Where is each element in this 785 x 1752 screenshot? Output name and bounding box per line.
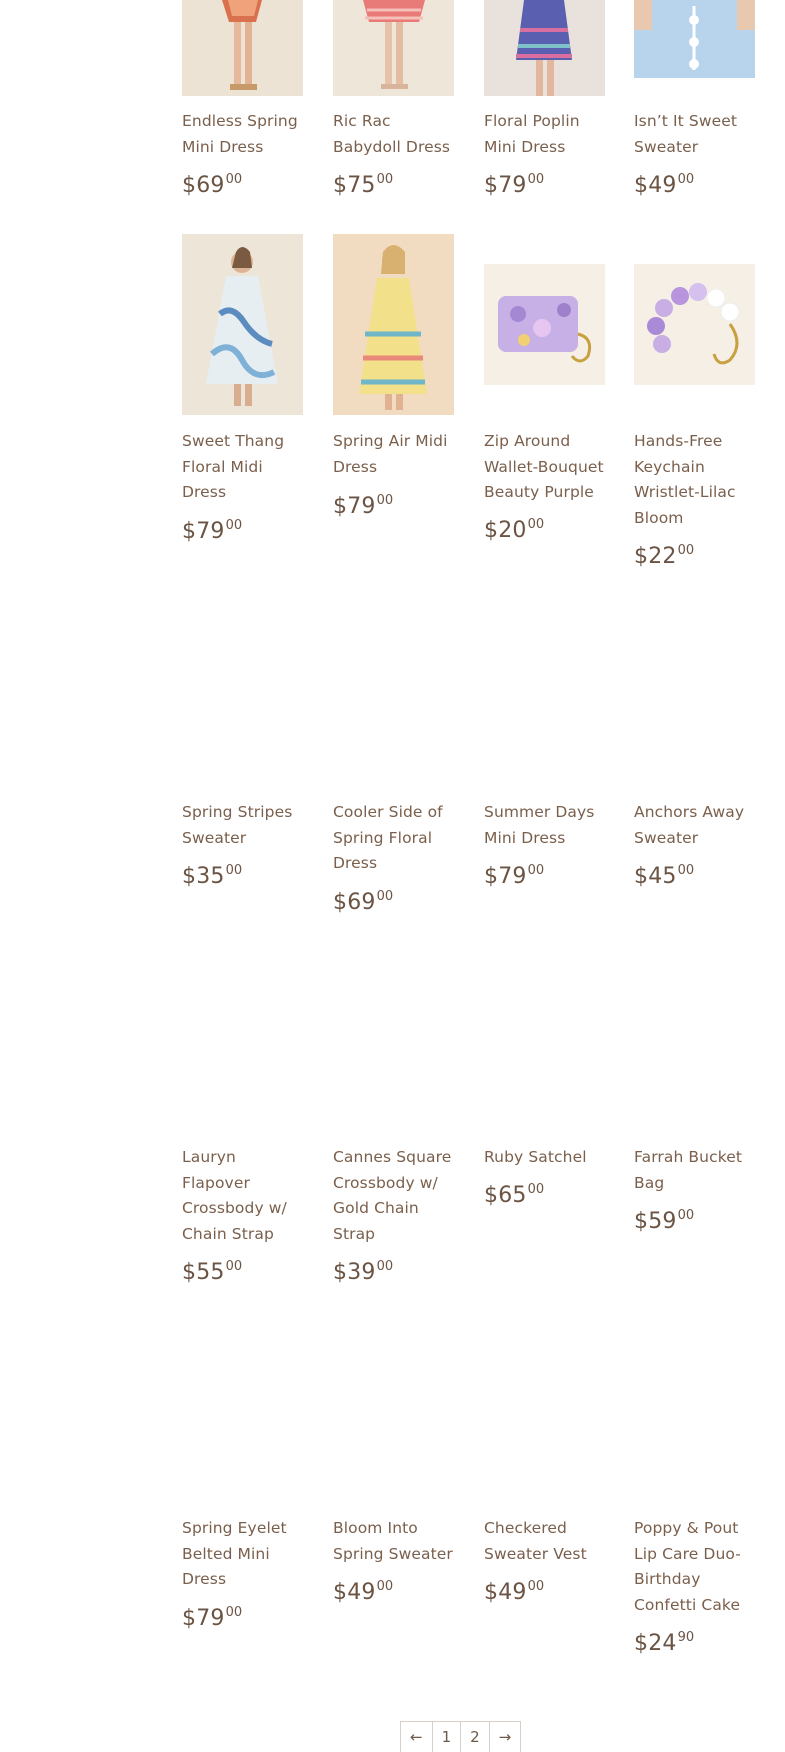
product-price: $\$59^{00}$ (634, 1208, 695, 1234)
pagination-page-1[interactable]: 1 (433, 1722, 462, 1752)
product-price: $\$79^{00}$ (333, 493, 394, 519)
pagination-prev-arrow-icon[interactable]: ← (401, 1722, 433, 1752)
product-title[interactable]: Spring Eyelet Belted Mini Dress (182, 1519, 287, 1588)
product-price: $\$79^{00}$ (484, 172, 545, 198)
product-title[interactable]: Anchors Away Sweater (634, 803, 745, 847)
product-price: $\$49^{00}$ (333, 1579, 394, 1605)
product-title[interactable]: Lauryn Flapover Crossbody w/ Chain Strap (182, 1148, 287, 1243)
product-image[interactable] (484, 264, 605, 385)
product-title[interactable]: Hands-Free Keychain Wristlet-Lilac Bloom (634, 432, 736, 527)
product-title[interactable]: Poppy & Pout Lip Care Duo-Birthday Confetti Cake (634, 1519, 741, 1614)
product-price: $\$22^{00}$ (634, 543, 695, 569)
product-image[interactable] (182, 234, 303, 415)
product-title[interactable]: Farrah Bucket Bag (634, 1148, 743, 1192)
product-price: $\$35^{00}$ (182, 863, 243, 889)
product-title[interactable]: Floral Poplin Mini Dress (484, 112, 580, 156)
product-title[interactable]: Spring Stripes Sweater (182, 803, 293, 847)
product-image[interactable] (333, 0, 454, 96)
product-price: $\$45^{00}$ (634, 863, 695, 889)
product-image[interactable] (333, 234, 454, 415)
product-image[interactable] (634, 0, 755, 95)
product-title[interactable]: Ric Rac Babydoll Dress (333, 112, 451, 156)
product-title[interactable]: Zip Around Wallet-Bouquet Beauty Purple (484, 432, 604, 501)
product-price: $\$39^{00}$ (333, 1259, 394, 1285)
product-price: $\$75^{00}$ (333, 172, 394, 198)
product-image[interactable] (182, 0, 303, 96)
product-price: $\$69^{00}$ (182, 172, 243, 198)
product-title[interactable]: Isn’t It Sweet Sweater (634, 112, 738, 156)
product-title[interactable]: Cooler Side of Spring Floral Dress (333, 803, 443, 872)
product-price: $\$55^{00}$ (182, 1259, 243, 1285)
product-image[interactable] (634, 264, 755, 385)
pagination (400, 1721, 521, 1752)
product-price: $\$24^{90}$ (634, 1630, 695, 1656)
product-price: $\$65^{00}$ (484, 1182, 545, 1208)
product-price: $\$79^{00}$ (182, 1605, 243, 1631)
product-price: $\$79^{00}$ (182, 518, 243, 544)
pagination-next-arrow-icon[interactable]: → (498, 1728, 512, 1746)
product-price: $\$79^{00}$ (484, 863, 545, 889)
product-price: $\$20^{00}$ (484, 517, 545, 543)
product-title[interactable]: Bloom Into Spring Sweater (333, 1519, 453, 1563)
product-price: $\$49^{00}$ (634, 172, 695, 198)
product-title[interactable]: Checkered Sweater Vest (484, 1519, 587, 1563)
product-title[interactable]: Cannes Square Crossbody w/ Gold Chain Strap (333, 1148, 452, 1243)
product-image[interactable] (484, 0, 605, 96)
product-title[interactable]: Endless Spring Mini Dress (182, 112, 298, 156)
product-title[interactable]: Sweet Thang Floral Midi Dress (182, 432, 285, 501)
product-title[interactable]: Summer Days Mini Dress (484, 803, 595, 847)
pagination-page-2[interactable]: 2 (461, 1722, 490, 1752)
product-title[interactable]: Spring Air Midi Dress (333, 432, 448, 476)
product-price: $\$49^{00}$ (484, 1579, 545, 1605)
product-price: $\$69^{00}$ (333, 889, 394, 915)
product-title[interactable]: Ruby Satchel (484, 1148, 587, 1166)
